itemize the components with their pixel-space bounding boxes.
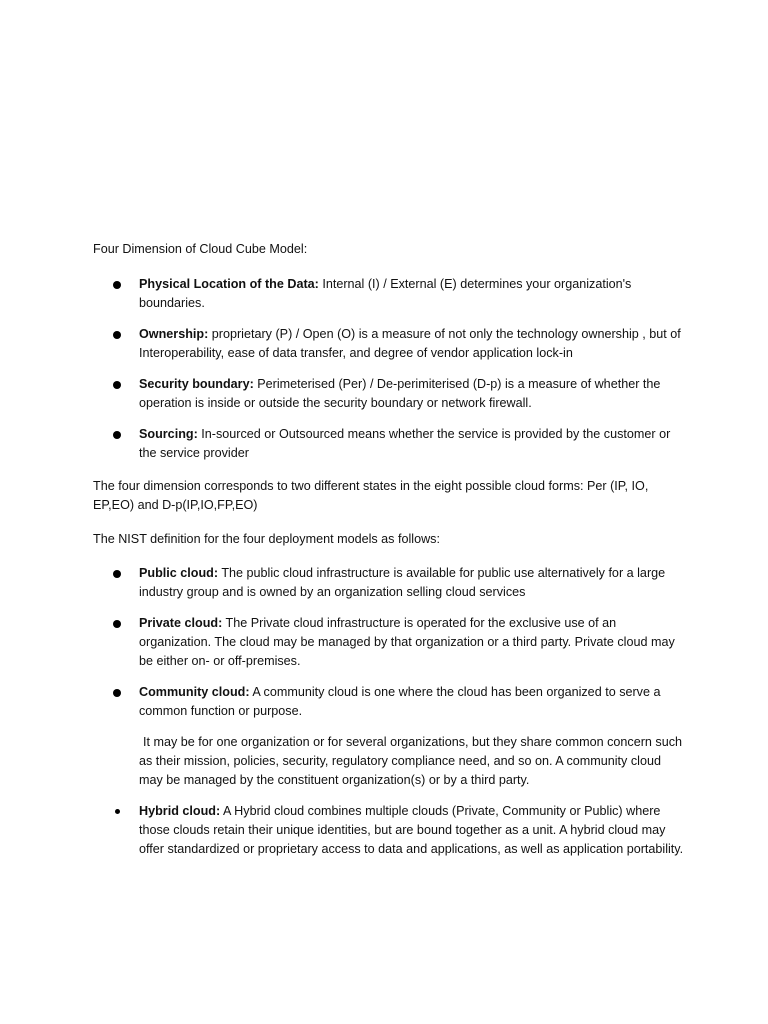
- list-item-ownership: [93, 325, 684, 363]
- bullet-icon: [113, 570, 121, 578]
- item-text: The public cloud infrastructure is available for public use alternatively for a large industry group and is owned by an organization selling cloud services: [139, 566, 666, 599]
- item-term: Security boundary:: [139, 377, 254, 391]
- item-text: Perimeterised (Per) / De-perimiterised (D-p) is a measure of whether the operation is inside or outside the security boundary or network firewall.: [139, 377, 661, 410]
- bullet-icon: [113, 381, 121, 389]
- dimension-list: [93, 275, 684, 463]
- list-item-security-boundary: [93, 375, 684, 413]
- bullet-icon: [113, 281, 121, 289]
- item-text: A Hybrid cloud combines multiple clouds (Private, Community or Public) where those clouds retain their unique identities, but are bound together as a unit. A hybrid cloud may offer standardized or proprietary access to data and applications, as well as application portability.: [139, 804, 684, 856]
- summary-paragraph: The four dimension corresponds to two different states in the eight possible cloud forms: Per (IP, IO, EP,EO) and D-p(IP,IO,FP,EO): [93, 479, 649, 512]
- item-text: The Private cloud infrastructure is operated for the exclusive use of an organization. The cloud may be managed by that organization or a third party. Private cloud may be either on- or off-premises.: [139, 616, 675, 668]
- deployment-model-list: [93, 564, 684, 721]
- list-item-public-cloud: [93, 564, 684, 602]
- item-term: Community cloud:: [139, 685, 250, 699]
- item-term: Sourcing:: [139, 427, 198, 441]
- community-continuation-paragraph: [93, 733, 684, 790]
- item-term: Private cloud:: [139, 616, 223, 630]
- list-item-sourcing: [93, 425, 684, 463]
- item-term: Hybrid cloud:: [139, 804, 221, 818]
- item-text: In-sourced or Outsourced means whether the service is provided by the customer or the service provider: [139, 427, 671, 460]
- continuation-text: It may be for one organization or for several organizations, but they share common concern such as their mission, policies, security, regulatory compliance need, and so on. A community cloud may be managed by the constituent organization(s) or by a third party.: [139, 735, 683, 787]
- item-term: Ownership:: [139, 327, 209, 341]
- item-term: Physical Location of the Data:: [139, 277, 319, 291]
- item-term: Public cloud:: [139, 566, 219, 580]
- list-item-physical-location: [93, 275, 684, 313]
- bullet-icon: [113, 689, 121, 697]
- item-text: Internal (I) / External (E) determines your organization's boundaries.: [139, 277, 632, 310]
- bullet-icon: [113, 331, 121, 339]
- bullet-icon: [113, 620, 121, 628]
- bullet-icon: [115, 809, 120, 814]
- section-heading: Four Dimension of Cloud Cube Model:: [93, 242, 308, 256]
- bullet-icon: [113, 431, 121, 439]
- nist-intro-paragraph: The NIST definition for the four deployment models as follows:: [93, 532, 440, 546]
- list-item-private-cloud: [93, 614, 684, 671]
- item-text: A community cloud is one where the cloud has been organized to serve a common function or purpose.: [139, 685, 661, 718]
- list-item-community-cloud: [93, 683, 684, 721]
- list-item-hybrid-cloud: [93, 802, 684, 859]
- item-text: proprietary (P) / Open (O) is a measure of not only the technology ownership , but of Interoperability, ease of data transfer, and degree of vendor application lock-in: [139, 327, 681, 360]
- hybrid-list: [93, 802, 684, 859]
